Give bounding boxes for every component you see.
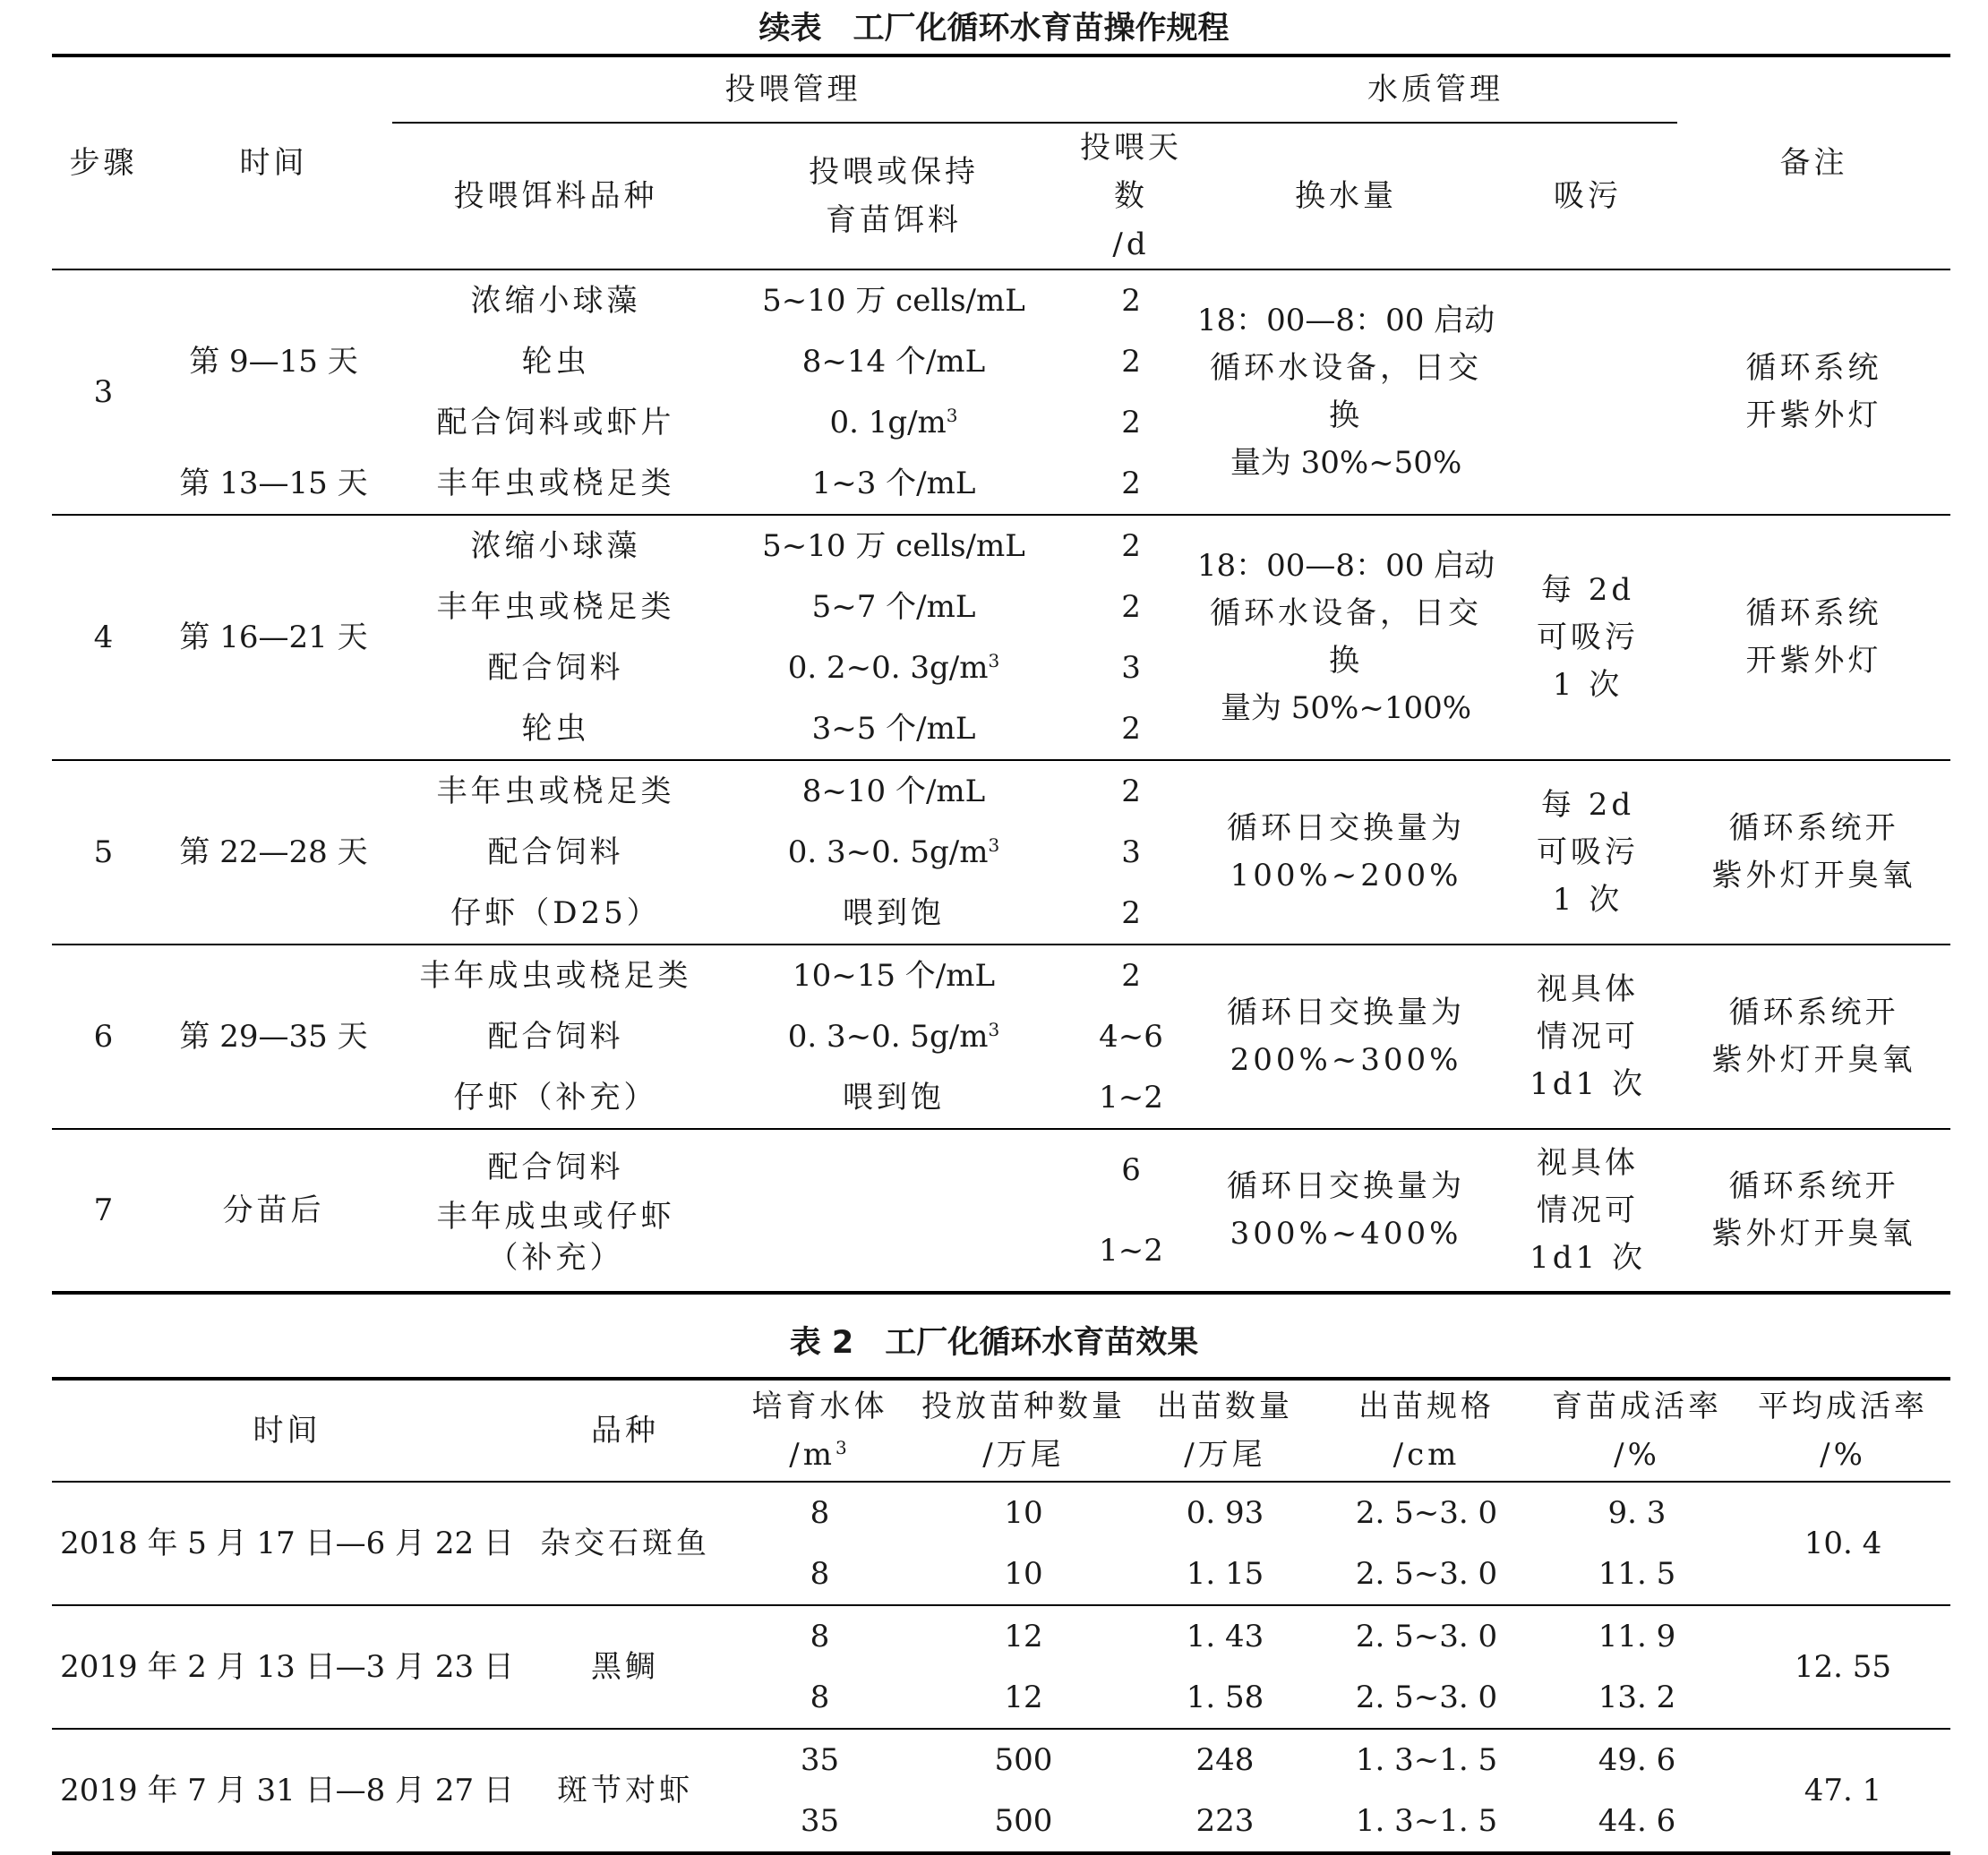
table1-row [52, 760, 1950, 822]
species-cell: 斑节对虾 [522, 1729, 728, 1853]
feed-amount-cell: 10~15 个/mL [792, 958, 996, 994]
feed-days-cell: 2 [1121, 589, 1141, 625]
water-line: 循环水设备，日交换 [1210, 350, 1483, 433]
time-cell: 第 22—28 天 [155, 760, 392, 945]
table2-row [52, 1729, 1950, 1791]
water-line: 100%~200% [1230, 858, 1462, 893]
feed-type-cell: 轮虫 [521, 711, 590, 747]
feed-type-cell: 配合饲料 [487, 1019, 624, 1055]
time-cell: 第 9—15 天 [189, 344, 358, 380]
time-cell: 第 29—35 天 [155, 945, 392, 1129]
amount-text: 0. 1g/m [829, 405, 947, 440]
suction-cell [1498, 1129, 1677, 1293]
remark-line: 开紫外灯 [1745, 398, 1882, 433]
feed-days-cell: 2 [1121, 774, 1141, 809]
feed-amount-cell: 5~10 万 cells/mL [762, 528, 1025, 564]
step-cell: 7 [93, 1192, 114, 1228]
average-survival-cell: 47. 1 [1735, 1729, 1950, 1853]
water-line: 循环日交换量为 [1227, 1168, 1466, 1204]
size-cell: 1. 3~1. 5 [1355, 1803, 1498, 1839]
header-average-line-1: 平均成活率 [1758, 1389, 1928, 1424]
header-water-management: 水质管理 [1194, 56, 1677, 123]
superscript: 3 [988, 1019, 1000, 1040]
average-survival-cell: 12. 55 [1735, 1605, 1950, 1729]
stock-cell: 10 [1004, 1556, 1043, 1592]
header-feed-type: 投喂饵料品种 [453, 178, 658, 214]
survival-cell: 11. 5 [1598, 1556, 1676, 1592]
header-average-line-2: /% [1820, 1437, 1866, 1473]
water-exchange-cell [1194, 1129, 1498, 1293]
survival-cell: 13. 2 [1598, 1680, 1676, 1715]
feed-amount-cell [719, 392, 1068, 453]
feed-amount-cell: 喂到饱 [843, 895, 945, 931]
volume-cell: 8 [810, 1680, 830, 1715]
output-cell: 248 [1195, 1742, 1255, 1778]
table1-row [52, 515, 1950, 577]
feed-days-cell: 2 [1121, 711, 1141, 747]
stock-cell: 12 [1004, 1619, 1043, 1654]
volume-cell: 35 [800, 1742, 840, 1778]
survival-cell: 11. 9 [1598, 1619, 1676, 1654]
header-stock-line-2: /万尾 [982, 1437, 1065, 1473]
table1-caption: 续表 工厂化循环水育苗操作规程 [758, 11, 1230, 47]
remark-line: 循环系统开 [1728, 995, 1899, 1030]
feed-type-cell: 仔虾（D25） [450, 895, 661, 931]
feed-days-cell: 2 [1121, 528, 1141, 564]
header-size-line-1: 出苗规格 [1358, 1389, 1495, 1424]
feed-amount-cell [719, 1129, 1068, 1293]
suction-line: 1d1 次 [1530, 1065, 1646, 1102]
feed-days-cell: 2 [1121, 895, 1141, 931]
volume-cell: 35 [800, 1803, 840, 1839]
remark-line: 紫外灯开臭氧 [1711, 858, 1916, 893]
volume-cell: 8 [810, 1619, 830, 1654]
suction-line: 视具体 [1537, 1144, 1640, 1181]
table1-header-row-1 [52, 56, 1950, 123]
average-survival-cell: 10. 4 [1735, 1482, 1950, 1605]
water-exchange-cell [1194, 515, 1498, 760]
water-line: 循环日交换量为 [1227, 810, 1466, 846]
remark-line: 循环系统开 [1728, 1168, 1899, 1204]
water-line: 18：00—8：00 启动 [1196, 548, 1495, 584]
water-line: 200%~300% [1230, 1042, 1462, 1078]
feed-type-cell: 丰年虫或桡足类 [436, 466, 675, 501]
feed-amount-cell: 8~14 个/mL [801, 344, 986, 380]
table1-row [52, 1129, 1950, 1293]
suction-line: 每 2d [1540, 786, 1635, 823]
feed-amount-cell: 8~10 个/mL [801, 774, 986, 809]
header-feed-days [1068, 123, 1194, 269]
stock-cell: 500 [994, 1742, 1053, 1778]
water-exchange-cell [1194, 945, 1498, 1129]
remark-line: 循环系统 [1745, 350, 1882, 386]
header-survival-line-1: 育苗成活率 [1552, 1389, 1722, 1424]
species-cell: 杂交石斑鱼 [522, 1482, 728, 1605]
suction-cell [1498, 945, 1677, 1129]
feed-days-cell: 2 [1121, 283, 1141, 319]
survival-cell: 49. 6 [1598, 1742, 1676, 1778]
superscript: 3 [835, 1437, 851, 1458]
remark-line: 紫外灯开臭氧 [1711, 1216, 1916, 1252]
period-cell: 2019 年 7 月 31 日—8 月 27 日 [52, 1729, 522, 1853]
remark-cell [1677, 760, 1950, 945]
suction-line: 1 次 [1552, 881, 1624, 918]
feed-amount-cell [719, 637, 1068, 698]
output-cell: 223 [1195, 1803, 1255, 1839]
water-line: 18：00—8：00 启动 [1196, 303, 1495, 338]
water-line: 循环日交换量为 [1227, 995, 1466, 1030]
stock-cell: 500 [994, 1803, 1053, 1839]
table2-row [52, 1482, 1950, 1543]
species-cell: 黑鲷 [522, 1605, 728, 1729]
table2-caption: 表 2 工厂化循环水育苗效果 [789, 1325, 1199, 1361]
header-size-line-2: /cm [1392, 1437, 1461, 1473]
feed-type-cell: 丰年虫或桡足类 [436, 774, 675, 809]
size-cell: 2. 5~3. 0 [1355, 1680, 1498, 1715]
feed-type-cell: 配合饲料 [487, 650, 624, 686]
time-cell: 第 13—15 天 [179, 466, 368, 501]
output-cell: 1. 15 [1186, 1556, 1264, 1592]
suction-line: 情况可 [1537, 1018, 1640, 1055]
feed-days-cell: 2 [1121, 344, 1141, 380]
feed-type-cell: 丰年成虫或桡足类 [419, 958, 692, 994]
feed-days-cell: 4~6 [1099, 1019, 1163, 1055]
header-suction: 吸污 [1554, 178, 1623, 214]
feed-days-cell: 3 [1121, 650, 1141, 686]
remark-line: 循环系统 [1745, 595, 1882, 631]
remark-cell [1677, 945, 1950, 1129]
feed-line: 配合饲料 [487, 1150, 624, 1185]
suction-line: 可吸污 [1537, 619, 1640, 655]
suction-line: 1 次 [1552, 666, 1624, 703]
feed-amount-cell: 1~3 个/mL [811, 466, 976, 501]
header-water-exchange: 换水量 [1295, 178, 1398, 214]
water-line: 300%~400% [1230, 1216, 1462, 1252]
amount-text: 0. 2~0. 3g/m [787, 650, 989, 686]
water-exchange-cell [1194, 760, 1498, 945]
header-volume-line-2 [728, 1431, 912, 1479]
header-output [1135, 1379, 1315, 1482]
suction-line: 可吸污 [1537, 833, 1640, 870]
volume-cell: 8 [810, 1556, 830, 1592]
remark-line: 开紫外灯 [1745, 643, 1882, 679]
feed-type-cell: 轮虫 [521, 344, 590, 380]
table2-header-row [52, 1379, 1950, 1482]
water-line: 量为 30%~50% [1230, 445, 1462, 481]
header-stock-line-1: 投放苗种数量 [921, 1389, 1126, 1424]
amount-text: 0. 3~0. 5g/m [787, 834, 989, 870]
output-cell: 1. 43 [1186, 1619, 1264, 1654]
header-output-line-2: /万尾 [1184, 1437, 1266, 1473]
feed-type-cell: 丰年虫或桡足类 [436, 589, 675, 625]
header-feed-amount [719, 123, 1068, 269]
feed-type-cell: 配合饲料或虾片 [436, 405, 675, 440]
superscript: 3 [988, 650, 1000, 671]
table1 [52, 54, 1950, 1295]
output-cell: 1. 58 [1186, 1680, 1264, 1715]
suction-cell [1498, 760, 1677, 945]
size-cell: 1. 3~1. 5 [1355, 1742, 1498, 1778]
feed-type-cell: 浓缩小球藻 [470, 283, 641, 319]
header-average-survival [1735, 1379, 1950, 1482]
header-species: 品种 [591, 1413, 659, 1449]
feed-days-cell: 1~2 [1099, 1080, 1163, 1116]
header-remark: 备注 [1677, 56, 1950, 269]
days-line: 1~2 [1099, 1233, 1163, 1269]
feed-line: （补充） [487, 1240, 624, 1276]
suction-cell [1498, 515, 1677, 760]
header-stock [912, 1379, 1135, 1482]
header-survival [1538, 1379, 1735, 1482]
header-feeding-management: 投喂管理 [392, 56, 1194, 123]
volume-cell: 8 [810, 1495, 830, 1531]
feed-type-cell: 浓缩小球藻 [470, 528, 641, 564]
feed-amount-cell: 5~7 个/mL [811, 589, 976, 625]
step-cell: 5 [52, 760, 155, 945]
header-feed-days-line-1: 投喂天数 [1080, 130, 1183, 214]
remark-cell [1677, 269, 1950, 515]
feed-days-cell: 2 [1121, 466, 1141, 501]
feed-amount-cell: 3~5 个/mL [811, 711, 976, 747]
feed-days-cell: 2 [1121, 405, 1141, 440]
time-cell: 第 16—21 天 [155, 515, 392, 760]
header-feed-days-line-2: /d [1112, 227, 1150, 262]
feed-line: 丰年成虫或仔虾 [436, 1199, 675, 1235]
suction-cell [1498, 269, 1677, 515]
volume-unit: /m [789, 1437, 835, 1473]
feed-amount-cell [719, 822, 1068, 883]
header-step: 步骤 [52, 56, 155, 269]
period-cell: 2019 年 2 月 13 日—3 月 23 日 [52, 1605, 522, 1729]
table1-row [52, 269, 1950, 331]
days-line: 6 [1121, 1152, 1141, 1188]
feed-amount-cell [719, 1006, 1068, 1067]
feed-type-cell [392, 1129, 719, 1293]
output-cell: 0. 93 [1186, 1495, 1264, 1531]
header-time: 时间 [155, 56, 392, 269]
superscript: 3 [988, 834, 1000, 856]
feed-days-cell: 3 [1121, 834, 1141, 870]
remark-cell [1677, 1129, 1950, 1293]
size-cell: 2. 5~3. 0 [1355, 1556, 1498, 1592]
remark-cell [1677, 515, 1950, 760]
water-line: 循环水设备，日交换 [1210, 595, 1483, 679]
remark-line: 循环系统开 [1728, 810, 1899, 846]
header-feed-amount-line-2: 育苗饵料 [826, 202, 962, 238]
size-cell: 2. 5~3. 0 [1355, 1495, 1498, 1531]
step-cell: 6 [52, 945, 155, 1129]
suction-line: 1d1 次 [1530, 1239, 1646, 1276]
header-time: 时间 [253, 1413, 321, 1449]
feed-amount-cell: 5~10 万 cells/mL [762, 283, 1025, 319]
water-line: 量为 50%~100% [1220, 690, 1472, 726]
feed-type-cell: 仔虾（补充） [453, 1080, 658, 1116]
survival-cell: 44. 6 [1598, 1803, 1676, 1839]
suction-line: 每 2d [1540, 571, 1635, 608]
time-cell: 分苗后 [222, 1192, 325, 1228]
stock-cell: 10 [1004, 1495, 1043, 1531]
step-cell: 3 [52, 269, 155, 515]
survival-cell: 9. 3 [1607, 1495, 1667, 1531]
period-cell: 2018 年 5 月 17 日—6 月 22 日 [52, 1482, 522, 1605]
header-output-line-1: 出苗数量 [1157, 1389, 1293, 1424]
suction-line: 情况可 [1537, 1192, 1640, 1228]
water-exchange-cell [1194, 269, 1498, 515]
feed-amount-cell: 喂到饱 [843, 1080, 945, 1116]
suction-line: 视具体 [1537, 970, 1640, 1007]
size-cell: 2. 5~3. 0 [1355, 1619, 1498, 1654]
step-cell: 4 [52, 515, 155, 760]
header-volume [728, 1379, 912, 1482]
feed-days-cell [1068, 1129, 1194, 1293]
feed-days-cell: 2 [1121, 958, 1141, 994]
header-feed-amount-line-1: 投喂或保持 [809, 154, 979, 190]
table1-row [52, 945, 1950, 1006]
table2-row [52, 1605, 1950, 1667]
superscript: 3 [946, 405, 958, 426]
header-volume-line-1: 培育水体 [751, 1389, 888, 1424]
amount-text: 0. 3~0. 5g/m [787, 1019, 989, 1055]
feed-type-cell: 配合饲料 [487, 834, 624, 870]
stock-cell: 12 [1004, 1680, 1043, 1715]
table2 [52, 1377, 1950, 1855]
header-survival-line-2: /% [1614, 1437, 1660, 1473]
remark-line: 紫外灯开臭氧 [1711, 1042, 1916, 1078]
header-size [1315, 1379, 1538, 1482]
